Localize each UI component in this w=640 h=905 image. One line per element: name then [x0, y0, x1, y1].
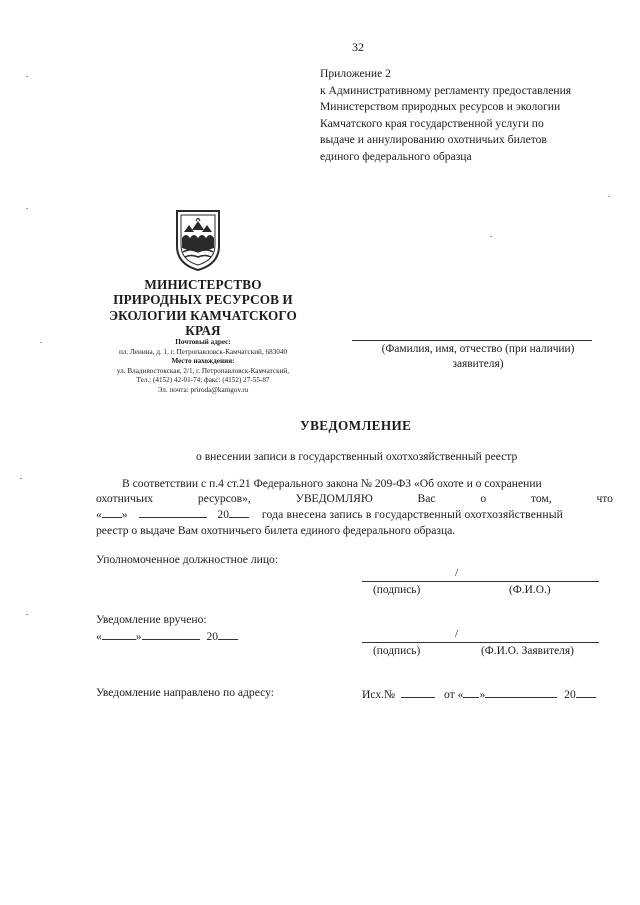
notice-word: что: [596, 492, 613, 506]
appendix-note: [320, 66, 620, 166]
notice-subtitle: о внесении записи в государственный охотхозяйственный реестр: [196, 450, 518, 463]
handed-section: [96, 612, 238, 644]
ref-month-blank[interactable]: [485, 686, 557, 698]
ministry-name-line: МИНИСТЕРСТВО: [144, 277, 262, 292]
ministry-name: [95, 277, 311, 338]
authorized-official-label: Уполномоченное должностное лицо:: [96, 553, 279, 566]
signature-caption: (подпись): [373, 645, 421, 657]
applicant-name-caption: (Ф.И.О. Заявителя): [481, 645, 574, 657]
ministry-name-line: ЭКОЛОГИИ КАМЧАТСКОГО: [109, 307, 297, 323]
location-address: ул. Владивостокская, 2/1, г. Петропавловск-Камчатский,: [116, 366, 290, 375]
notice-word: о: [480, 492, 487, 506]
scan-speck: [40, 342, 42, 343]
handed-label: Уведомление вручено:: [96, 613, 207, 626]
scan-speck: [490, 236, 492, 237]
notice-word: Вас: [417, 492, 436, 506]
ministry-name-line: КРАЯ: [185, 322, 221, 338]
notice-line: реестр о выдаче Вам охотничьего билета единого федерального образца.: [96, 523, 456, 537]
email: Эл. почта: priroda@kamgov.ru: [157, 385, 249, 394]
notice-line-justified: [96, 491, 613, 506]
notice-title: УВЕДОМЛЕНИЕ: [300, 418, 412, 433]
applicant-caption: [352, 342, 604, 372]
notice-word: ресурсов»,: [197, 492, 251, 506]
day-blank[interactable]: [102, 506, 122, 518]
notice-word: том,: [530, 492, 552, 506]
notice-line: В соответствии с п.4 ст.21 Федерального закона № 209-ФЗ «Об охоте и о сохранении: [122, 477, 542, 490]
applicant-signature-line[interactable]: [362, 642, 599, 643]
name-caption: (Ф.И.О.): [509, 584, 551, 596]
year-blank[interactable]: [229, 506, 249, 518]
ref-year-blank[interactable]: [576, 686, 596, 698]
notice-word: охотничьих: [96, 492, 154, 506]
appendix-line: единого федерального образца: [320, 149, 472, 163]
scan-speck: [20, 478, 22, 479]
applicant-caption-line: заявителя): [452, 358, 504, 370]
ref-day-blank[interactable]: [463, 686, 479, 698]
postal-address-label: Почтовый адрес:: [175, 338, 231, 346]
handed-date: « » 20: [96, 628, 238, 645]
scan-speck: [608, 196, 610, 197]
coat-of-arms-icon: [172, 208, 224, 272]
applicant-name-line[interactable]: [352, 340, 592, 341]
appendix-line: к Административному регламенту предоставления: [320, 83, 572, 97]
phone-fax: Тел.: (4152) 42-01-74; факс: (4152) 27-55-87: [136, 376, 270, 385]
appendix-line: Министерством природных ресурсов и экологии: [320, 100, 561, 114]
ministry-contacts: [88, 338, 318, 396]
handed-day-blank[interactable]: [102, 628, 136, 640]
scan-speck: [26, 614, 28, 615]
applicant-caption-line: (Фамилия, имя, отчество (при наличии): [381, 343, 575, 355]
notice-body: [96, 476, 613, 538]
outgoing-reference: Исх.№ от « » 20: [362, 686, 596, 701]
signature-separator: /: [455, 566, 459, 579]
scan-speck: [26, 76, 28, 77]
ref-number-blank[interactable]: [401, 686, 435, 698]
page-number: 32: [352, 40, 364, 54]
ministry-name-line: ПРИРОДНЫХ РЕСУРСОВ И: [113, 292, 293, 308]
location-label: Место нахождения:: [171, 357, 235, 366]
sent-address-label: Уведомление направлено по адресу:: [96, 686, 275, 699]
handed-month-blank[interactable]: [142, 628, 200, 640]
notice-word: УВЕДОМЛЯЮ: [295, 492, 373, 506]
scan-speck: [26, 208, 28, 209]
signature-separator: /: [455, 627, 459, 640]
month-blank[interactable]: [139, 506, 207, 518]
handed-year-blank[interactable]: [218, 628, 238, 640]
official-signature-line[interactable]: [362, 581, 599, 582]
appendix-line: Приложение 2: [320, 67, 391, 80]
notice-date-line: « » 20 года внесена запись в государственный охотхозяйственный: [96, 508, 564, 522]
appendix-line: Камчатского края государственной услуги по: [320, 116, 544, 130]
postal-address: пл. Ленина, д. 1, г. Петропавловск-Камчатский, 683040: [118, 347, 288, 356]
appendix-line: выдаче и аннулированию охотничьих билетов: [320, 133, 547, 147]
signature-caption: (подпись): [373, 584, 421, 596]
